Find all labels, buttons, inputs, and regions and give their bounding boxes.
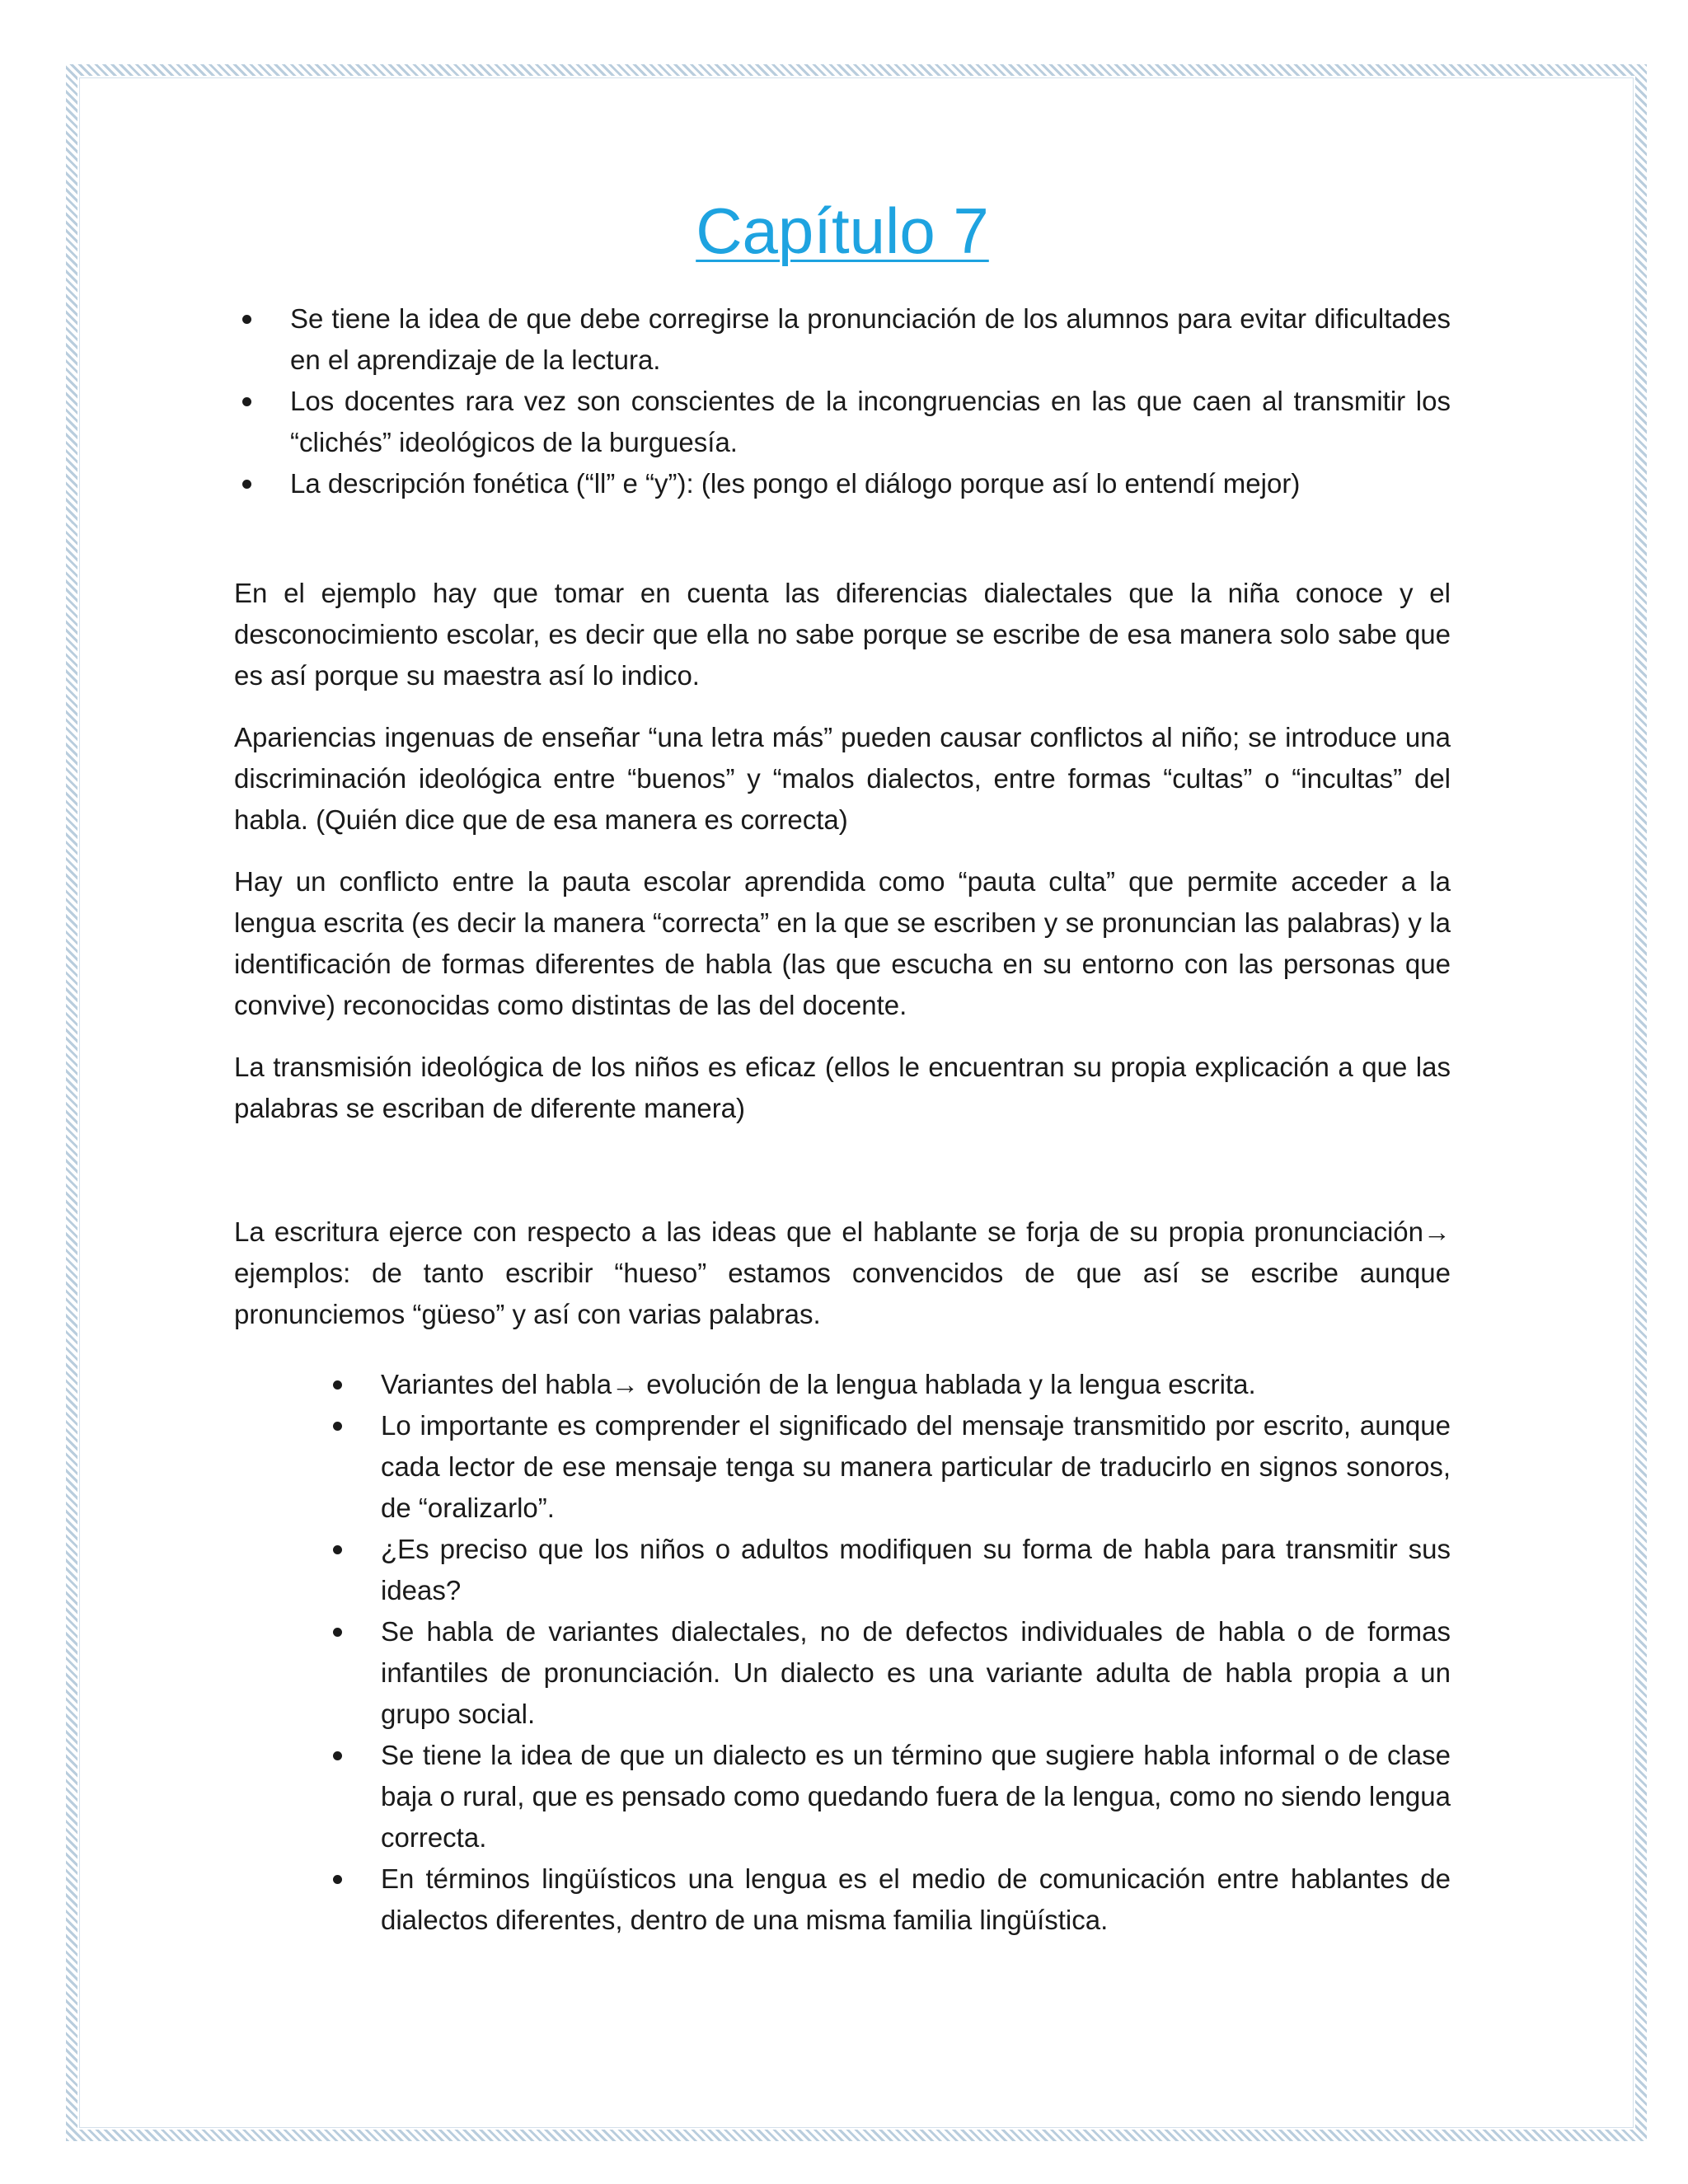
- list-item: En términos lingüísticos una lengua es el medio de comunicación entre hablantes de dialectos diferentes, dentro de una misma familia lingüística.: [325, 1858, 1451, 1941]
- top-bullet-list: [234, 298, 1451, 504]
- list-item: Los docentes rara vez son conscientes de la incongruencias en las que caen al transmitir los “clichés” ideológicos de la burguesía.: [234, 381, 1451, 463]
- paragraph: Hay un conflicto entre la pauta escolar aprendida como “pauta culta” que permite acceder a la lengua escrita (es decir la manera “correcta” en la que se escriben y se pronuncian las palabras) y la identificación de formas diferentes de habla (las que escucha en su entorno con las personas que convive) reconocidas como distintas de las del docente.: [234, 866, 1451, 1020]
- paragraph: La escritura ejerce con respecto a las ideas que el hablante se forja de su propia pronunciación→ ejemplos: de tanto escribir “hueso” estamos convencidos de que así se escribe aunque pronunciemos “güeso” y así con varias palabras.: [234, 1216, 1451, 1329]
- list-item: ¿Es preciso que los niños o adultos modifiquen su forma de habla para transmitir sus ideas?: [325, 1529, 1451, 1611]
- paragraph: Apariencias ingenuas de enseñar “una letra más” pueden causar conflictos al niño; se introduce una discriminación ideológica entre “buenos” y “malos dialectos, entre formas “cultas” o “incultas” del habla. (Quién dice que de esa manera es correcta): [234, 722, 1451, 835]
- paragraph: En el ejemplo hay que tomar en cuenta las diferencias dialectales que la niña conoce y el desconocimiento escolar, es decir que ella no sabe porque se escribe de esa manera solo sabe que es así porque su maestra así lo indico.: [234, 578, 1451, 691]
- chapter-title: Capítulo 7: [696, 194, 989, 267]
- list-item: Se habla de variantes dialectales, no de defectos individuales de habla o de formas infantiles de pronunciación. Un dialecto es una variante adulta de habla propia a un grupo social.: [325, 1611, 1451, 1735]
- bottom-bullet-list: [325, 1364, 1451, 1941]
- list-item: La descripción fonética (“ll” e “y”): (les pongo el diálogo porque así lo entendí mejor): [234, 463, 1451, 504]
- list-item: Lo importante es comprender el significado del mensaje transmitido por escrito, aunque cada lector de ese mensaje tenga su manera particular de traducirlo en signos sonoros, de “oralizarlo”.: [325, 1405, 1451, 1529]
- paragraph: La transmisión ideológica de los niños es eficaz (ellos le encuentran su propia explicación a que las palabras se escriban de diferente manera): [234, 1052, 1451, 1123]
- list-item: Se tiene la idea de que debe corregirse la pronunciación de los alumnos para evitar dificultades en el aprendizaje de la lectura.: [234, 298, 1451, 381]
- list-item: Variantes del habla→ evolución de la lengua hablada y la lengua escrita.: [325, 1364, 1451, 1405]
- list-item: Se tiene la idea de que un dialecto es un término que sugiere habla informal o de clase baja o rural, que es pensado como quedando fuera de la lengua, como no siendo lengua correcta.: [325, 1735, 1451, 1858]
